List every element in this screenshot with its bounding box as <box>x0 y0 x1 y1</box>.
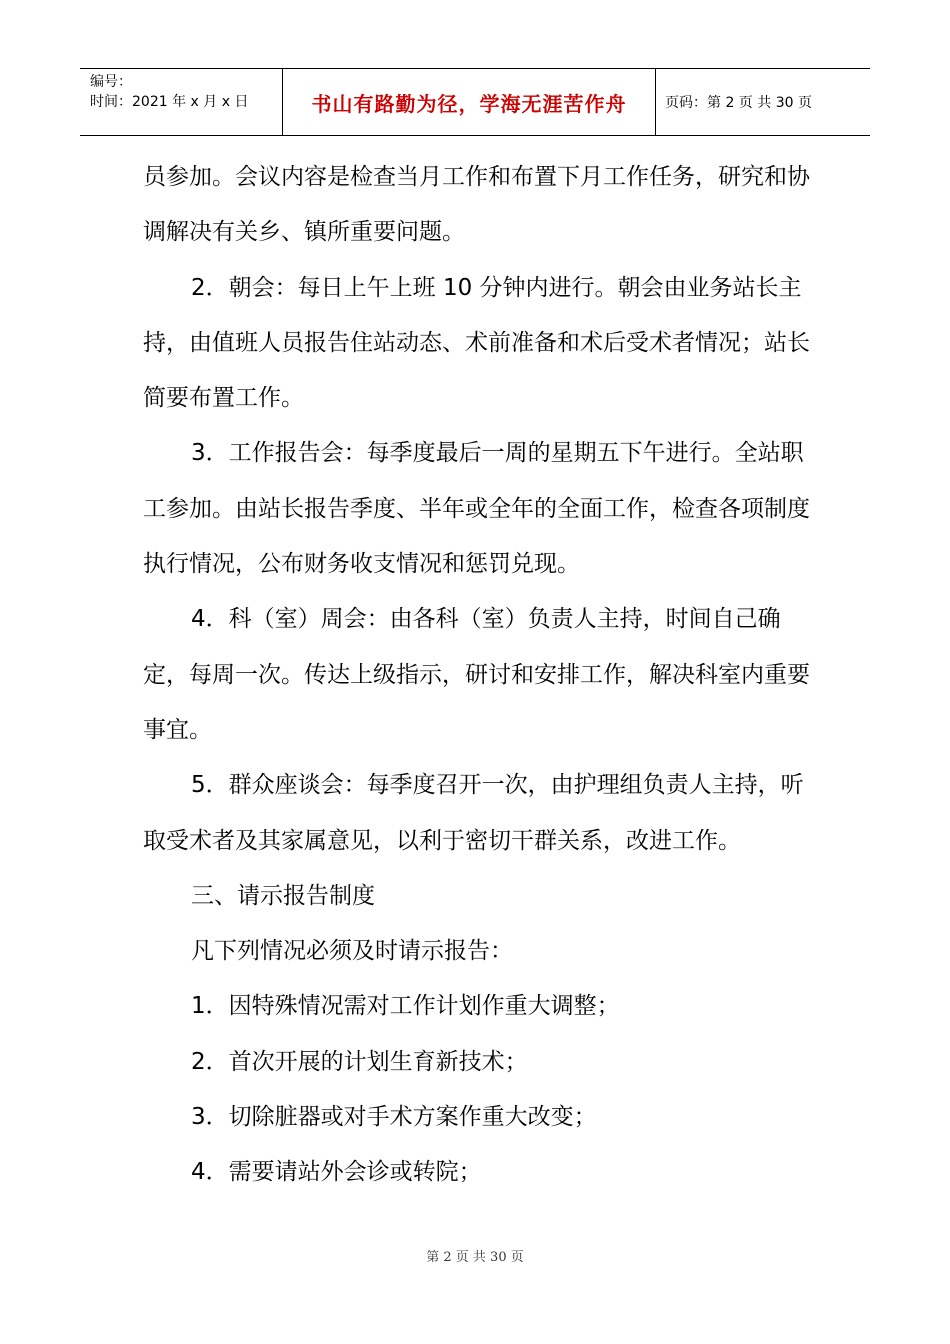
header-page-info: 页码：第 2 页 共 30 页 <box>665 95 812 111</box>
header-meta <box>90 72 248 112</box>
list-item: 3．切除脏器或对手术方案作重大改变； <box>191 1104 597 1131</box>
header-table <box>80 68 870 136</box>
paragraph-morning-meeting: 2．朝会：每日上午上班 10 分钟内进行。朝会由业务站长主持，由值班人员报告住站动态、术前准备和术后受术者情况；站长简要布置工作。 <box>143 274 810 412</box>
paragraph-public-forum: 5．群众座谈会：每季度召开一次，由护理组负责人主持，听取受术者及其家属意见，以利于密切干群关系，改进工作。 <box>143 772 804 854</box>
paragraph-intro: 凡下列情况必须及时请示报告： <box>191 938 513 965</box>
header-divider <box>655 69 656 135</box>
paragraph-department-weekly-meeting: 4．科（室）周会：由各科（室）负责人主持，时间自己确定，每周一次。传达上级指示，研讨和安排工作，解决科室内重要事宜。 <box>143 606 810 743</box>
page-footer: 第 2 页 共 30 页 <box>426 1250 524 1265</box>
section-heading: 三、请示报告制度 <box>191 882 375 909</box>
list-item: 4．需要请站外会诊或转院； <box>191 1159 482 1186</box>
document-time-label: 时间：2021 年 x 月 x 日 <box>90 94 249 110</box>
document-body <box>143 150 813 1201</box>
list-item: 1．因特殊情况需对工作计划作重大调整； <box>191 993 620 1020</box>
header-motto: 书山有路勤为径，学海无涯苦作舟 <box>311 91 627 116</box>
list-item: 2．首次开展的计划生育新技术； <box>191 1048 528 1075</box>
paragraph-continuation: 员参加。会议内容是检查当月工作和布置下月工作任务，研究和协调解决有关乡、镇所重要问题。 <box>143 164 810 246</box>
document-number-label: 编号： <box>90 74 132 90</box>
paragraph-work-report-meeting: 3．工作报告会：每季度最后一周的星期五下午进行。全站职工参加。由站长报告季度、半年或全年的全面工作，检查各项制度执行情况，公布财务收支情况和惩罚兑现。 <box>143 440 810 578</box>
